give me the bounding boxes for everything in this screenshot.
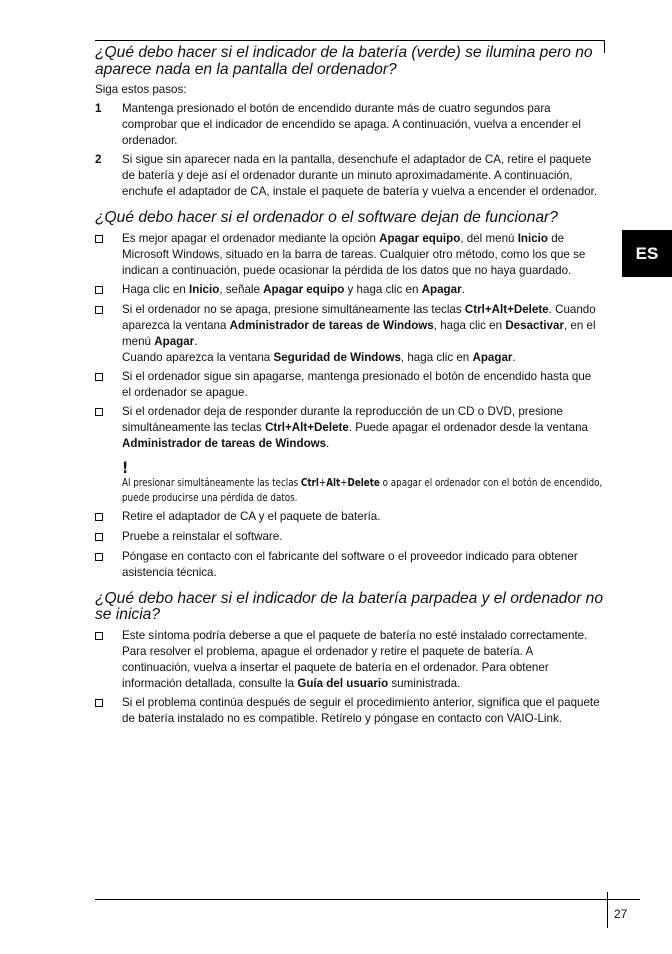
checkbox-item	[95, 549, 603, 581]
numbered-item	[95, 152, 603, 200]
item-number: 1	[95, 102, 102, 115]
checkbox-icon	[95, 632, 103, 640]
item-text: Mantenga presionado el botón de encendido durante más de cuatro segundos para comprobar que el indicador de encendido se apaga. A continuación, vuelva a encender el ordenador.	[122, 102, 581, 147]
bottom-rule-tick	[607, 892, 608, 928]
top-rule	[95, 40, 605, 41]
section-heading: ¿Qué debo hacer si el indicador de la batería (verde) se ilumina pero no aparece nada en la pantalla del ordenador?	[95, 44, 593, 78]
checkbox-item	[95, 369, 603, 401]
checkbox-icon	[95, 235, 103, 243]
checkbox-item	[95, 529, 603, 546]
item-text: Si sigue sin aparecer nada en la pantalla, desenchufe el adaptador de CA, retire el paquete de batería y deje así el ordenador durante un minuto aproximadamente. A continuación, enchufe el adaptador de CA, instale el paquete de batería y vuelva a encender el ordenador.	[122, 153, 598, 198]
item-text: Pruebe a reinstalar el software.	[122, 529, 283, 543]
checkbox-item	[95, 695, 603, 727]
checkbox-icon	[95, 513, 103, 521]
checkbox-item	[95, 404, 603, 452]
top-rule-tick	[604, 40, 605, 53]
section-intro: Siga estos pasos:	[95, 83, 187, 96]
item-text: Póngase en contacto con el fabricante del software o el proveedor indicado para obtener asistencia técnica.	[122, 549, 578, 579]
item-text: Es mejor apagar el ordenador mediante la opción Apagar equipo, del menú Inicio de Microsoft Windows, situado en la barra de tareas. Cualquier otro método, como los que se indican a continuación, puede ocasionar la pérdida de los datos que no haya guardado.	[122, 231, 586, 277]
checkbox-icon	[95, 699, 103, 707]
checkbox-item	[95, 282, 603, 299]
section-heading: ¿Qué debo hacer si el ordenador o el software dejan de funcionar?	[95, 209, 558, 226]
checkbox-icon	[95, 306, 103, 314]
checkbox-icon	[95, 553, 103, 561]
item-number: 2	[95, 153, 102, 166]
item-text: Si el ordenador no se apaga, presione simultáneamente las teclas Ctrl+Alt+Delete. Cuando aparezca la ventana Administrador de tareas de Windows, haga clic en Desactivar, en el menú Apagar. Cuando aparezca la ventana Seguridad de Windows, haga clic en Apagar.	[122, 302, 596, 364]
checkbox-icon	[95, 373, 103, 381]
warning-icon: !	[122, 457, 129, 477]
section-heading: ¿Qué debo hacer si el indicador de la batería parpadea y el ordenador no se inicia?	[95, 589, 603, 623]
checkbox-item	[95, 509, 603, 526]
item-text: Si el ordenador sigue sin apagarse, mantenga presionado el botón de encendido hasta que el ordenador se apague.	[122, 369, 592, 399]
checkbox-item	[95, 302, 603, 366]
checkbox-item	[95, 628, 603, 692]
item-text: Si el problema continúa después de seguir el procedimiento anterior, significa que el paquete de batería instalado no es compatible. Retírelo y póngase en contacto con VAIO-Link.	[122, 695, 600, 725]
checkbox-icon	[95, 408, 103, 416]
note-text: Al presionar simultáneamente las teclas Ctrl+Alt+Delete o apagar el ordenador con el botón de encendido, puede producirse una pérdida de datos.	[122, 477, 603, 504]
checkbox-icon	[95, 533, 103, 541]
item-text: Haga clic en Inicio, señale Apagar equipo y haga clic en Apagar.	[122, 282, 465, 296]
page-content	[95, 45, 603, 727]
item-text: Este síntoma podría deberse a que el paquete de batería no esté instalado correctamente. Para resolver el problema, apague el ordenador y retire el paquete de batería. A continuación, vuelva a insertar el paquete de batería en el ordenador. Para obtener información detallada, consulte la Guía del usuario suministrada.	[122, 628, 588, 690]
bottom-rule	[95, 899, 640, 900]
checkbox-item	[95, 231, 603, 279]
language-tab: ES	[622, 230, 672, 277]
item-text: Si el ordenador deja de responder durante la reproducción de un CD o DVD, presione simultáneamente las teclas Ctrl+Alt+Delete. Puede apagar el ordenador desde la ventana Administrador de tareas de Windows.	[122, 404, 588, 450]
checkbox-icon	[95, 286, 103, 294]
numbered-item	[95, 101, 603, 149]
warning-note	[122, 457, 604, 506]
item-text: Retire el adaptador de CA y el paquete de batería.	[122, 509, 381, 523]
page-number: 27	[614, 907, 628, 921]
